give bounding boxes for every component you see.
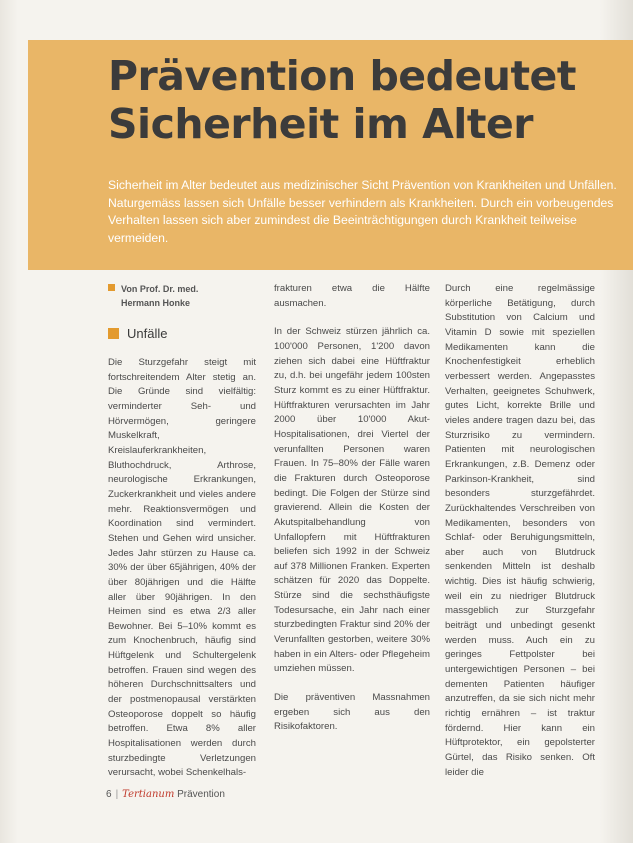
brand-logo: Tertianum <box>122 789 175 800</box>
title-line-2: Sicherheit im Alter <box>108 100 533 148</box>
column-3 <box>445 282 595 780</box>
title-line-1: Prävention bedeutet <box>108 52 576 100</box>
section-square-icon <box>108 328 119 339</box>
bullet-square-icon <box>108 284 115 291</box>
column-2 <box>274 282 430 735</box>
page-title <box>108 52 608 148</box>
author-byline <box>108 282 256 310</box>
footer-separator: | <box>115 789 119 800</box>
footer-section: Prävention <box>177 789 225 800</box>
section-heading-text: Unfälle <box>127 326 168 341</box>
page-number: 6 <box>106 789 112 800</box>
column-2-text-a: frakturen etwa die Hälfte ausmachen. <box>274 283 430 309</box>
page-footer <box>106 789 225 800</box>
column-3-text: Durch eine regelmässige körperliche Betätigung, durch Substitution von Calcium und Vitamin D sowie mit speziellen Medikamenten kann die Knochenfestigkeit erheblich verbessert werden. Angepasstes Verhalten, geeignetes Schuhwerk, gutes Licht, korrekte Brille und vieles andere tragen dazu bei, das Sturzrisiko zu vermindern. Patienten mit neurologischen Erkrankungen, z.B. Demenz oder Parkinson-Krankheit, sind besonders sturzgefährdet. Zurückhaltendes Verschreiben von Medikamenten, besonders von Schlaf- oder Beruhigungsmitteln, aber auch von Blutdruck senkenden Mitteln ist deshalb wichtig. Dies ist häufig schwierig, weil ein zu niedriger Blutdruck massgeblich zur Sturzgefahr beiträgt und unbedingt gesenkt werden muss. Auch ein zu geringes Fettpolster bei untergewichtigen Personen – bei dementen Patienten häufiger anzutreffen, da sie sich nicht mehr richtig ernähren – ist traktur fördernd. Hier kann ein Hüftprotektor, ein gepolsterter Gürtel, das Risiko senken. Oft leider die <box>445 283 595 778</box>
column-1-text: Die Sturzgefahr steigt mit fortschreitendem Alter stetig an. Die Gründe sind vielfältig: verminderter Seh- und Hörvermögen, geringere Muskelkraft, Kreislauferkrankheiten, Bluthochdruck, Arthrose, neurologische Erkrankungen, Zuckerkrankheit und vieles andere mehr. Reaktionsvermögen und Koordination sind vermindert. Stehen und Gehen wird unsicher. Jedes Jahr stürzen zu Hause ca. 30% der über 65jährigen, 40% der über 80jährigen und die Hälfte aller über 90jährigen. In den Heimen sind es etwa 2/3 aller Bewohner. Bei 5–10% kommt es zum Knochenbruch, häufig sind Hüftgelenk und Schultergelenk betroffen. Frauen sind wegen des höheren Durchschnittsalters und der postmenopausal verstärkten Osteoporose doppelt so häufig betroffen. Etwa 8% aller Hospitalisationen werden durch sturzbedingte Verletzungen verursacht, wobei Schenkelhals- <box>108 357 256 779</box>
column-1 <box>108 282 256 781</box>
lead-paragraph: Sicherheit im Alter bedeutet aus medizinischer Sicht Prävention von Krankheiten und Unfällen. Naturgemäss lassen sich Unfälle besser verhindern als Krankheiten. Durch ein vorbeugendes Verhalten lassen sich aber zumindest die Beeinträchtigungen durch Krankheit teilweise vermeiden. <box>108 178 617 245</box>
column-2-text-b: In der Schweiz stürzen jährlich ca. 100'000 Personen, 1'200 davon ziehen sich dabei eine Hüftfraktur zu, d.h. bei ungefähr jedem 100sten Sturz kommt es zu einer Hüftfraktur. Hüftfrakturen verursachten im Jahr 2000 über 10'000 Akut-Hospitalisationen, drei Viertel der verunfallten Personen waren Frauen. In 75–80% der Fälle waren die Frakturen durch Osteoporose bedingt. Die Folgen der Stürze sind gravierend. Allein die Kosten der Akutspitalbehandlung von Unfallopfern mit Hüftfrakturen beliefen sich 1992 in der Schweiz auf 378 Millionen Franken. Experten schätzen für 2020 das Doppelte. Stürze sind die sechsthäufigste Todesursache, ein Jahr nach einer sturzbedingten Fraktur sind 20% der Verunfallten gestorben, weitere 30% haben in ein Alters- oder Pflegeheim umziehen müssen. <box>274 326 430 675</box>
section-heading <box>108 326 256 342</box>
author-line-2: Hermann Honke <box>121 298 191 308</box>
author-line-1: Von Prof. Dr. med. <box>121 284 199 294</box>
column-2-text-c: Die präventiven Massnahmen ergeben sich aus den Risikofaktoren. <box>274 692 430 733</box>
